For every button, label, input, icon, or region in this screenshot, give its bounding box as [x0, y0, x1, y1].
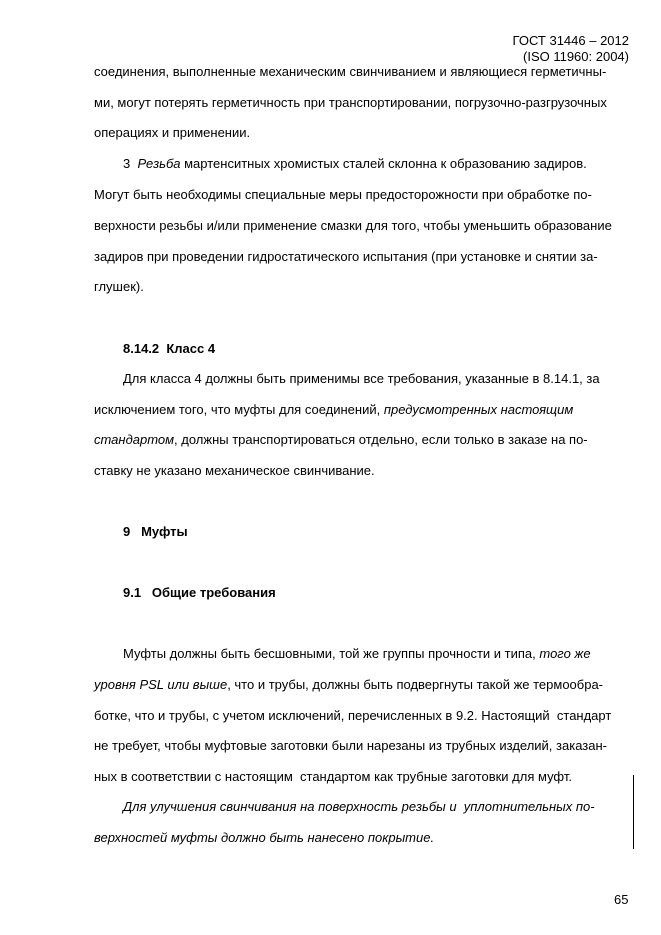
note-number: 3 — [123, 156, 131, 171]
paragraph-line: ми, могут потерять герметичность при транспортировании, погрузочно-разгрузочных — [94, 95, 607, 110]
paragraph-line — [94, 402, 573, 418]
paragraph-line: глушек). — [94, 279, 144, 294]
note-3-line — [123, 156, 587, 172]
paragraph-line: Для улучшения свинчивания на поверхность резьбы и уплотнительных по- — [123, 799, 595, 814]
note-text: мартенситных хромистых сталей склонна к образованию задиров. — [180, 156, 587, 171]
plain-text: Муфты должны быть бесшовными, той же группы прочности и типа, — [123, 646, 540, 661]
paragraph-line — [94, 432, 588, 448]
paragraph-line — [94, 677, 603, 693]
emphasis-text: предусмотренных настоящим — [383, 402, 574, 417]
section-heading-9-1: 9.1 Общие требования — [123, 585, 276, 600]
section-heading-9: 9 Муфты — [123, 524, 188, 539]
paragraph-line: Могут быть необходимы специальные меры предосторожности при обработке по- — [94, 187, 592, 202]
document-header — [513, 33, 629, 65]
paragraph-line: ставку не указано механическое свинчивание. — [94, 463, 375, 478]
paragraph-line: ных в соответствии с настоящим стандартом как трубные заготовки для муфт. — [94, 769, 572, 784]
paragraph-line: ботке, что и трубы, с учетом исключений, перечисленных в 9.2. Настоящий стандарт — [94, 708, 612, 723]
emphasis-text: Резьба — [137, 156, 181, 171]
paragraph-line: задиров при проведении гидростатического испытания (при установке и снятии за- — [94, 249, 598, 264]
paragraph-line: Для класса 4 должны быть применимы все требования, указанные в 8.14.1, за — [123, 371, 600, 386]
paragraph-line: верхности резьбы и/или применение смазки для того, чтобы уменьшить образование — [94, 218, 612, 233]
paragraph-line: соединения, выполненные механическим свинчиванием и являющиеся герметичны- — [94, 64, 607, 79]
paragraph-line: не требует, чтобы муфтовые заготовки были нарезаны из трубных изделий, заказан- — [94, 738, 607, 753]
paragraph-line: операциях и применении. — [94, 125, 251, 140]
plain-text: , что и трубы, должны быть подвергнуты такой же термообра- — [227, 677, 604, 692]
standard-number: ГОСТ 31446 – 2012 — [512, 33, 629, 48]
plain-text: , должны транспортироваться отдельно, если только в заказе на по- — [174, 432, 588, 447]
change-bar — [633, 775, 634, 849]
emphasis-text: того же — [539, 646, 591, 661]
page-number: 65 — [614, 892, 629, 907]
iso-reference: (ISO 11960: 2004) — [523, 49, 629, 64]
paragraph-line — [123, 646, 591, 662]
section-heading-8-14-2: 8.14.2 Класс 4 — [123, 341, 216, 356]
emphasis-text: уровня PSL или выше — [94, 677, 228, 692]
emphasis-text: стандартом — [94, 432, 175, 447]
paragraph-line: верхностей муфты должно быть нанесено покрытие. — [94, 830, 435, 845]
plain-text: исключением того, что муфты для соединений, — [94, 402, 384, 417]
